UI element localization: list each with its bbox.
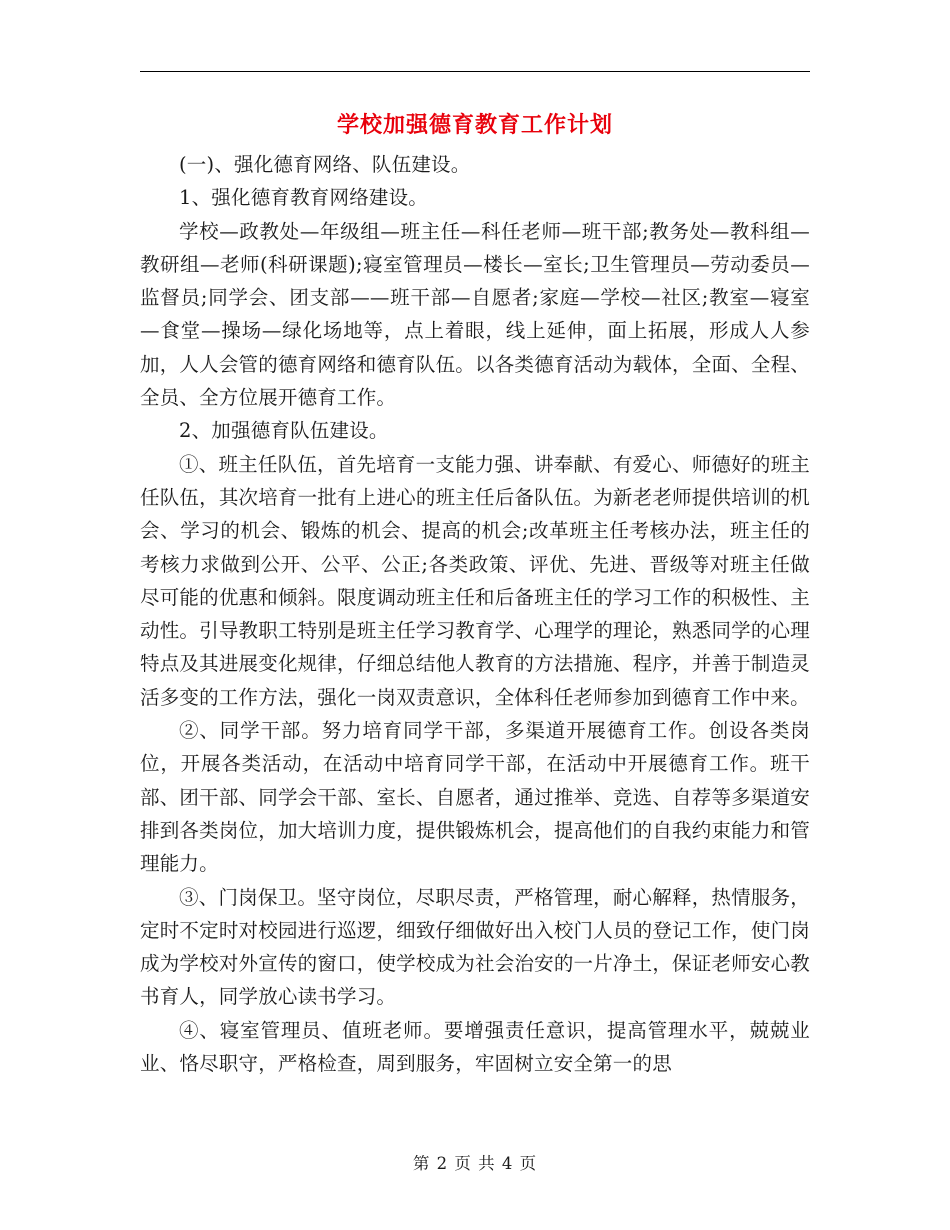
subsection-heading: 1、强化德育教育网络建设。 bbox=[179, 186, 429, 210]
paragraph: ④、寝室管理员、值班老师。要增强责任意识，提高管理水平，兢兢业业、恪尽职守，严格检查，周到服务，牢固树立安全第一的思 bbox=[140, 1018, 810, 1076]
paragraph: ①、班主任队伍，首先培育一支能力强、讲奉献、有爱心、师德好的班主任队伍，其次培育一批有上进心的班主任后备队伍。为新老老师提供培训的机会、学习的机会、锻炼的机会、提高的机会;改革班主任考核办法，班主任的考核力求做到公开、公平、公正;各类政策、评优、先进、晋级等对班主任做尽可能的优惠和倾斜。限度调动班主任和后备班主任的学习工作的积极性、主动性。引导教职工特别是班主任学习教育学、心理学的理论，熟悉同学的心理特点及其进展变化规律，仔细总结他人教育的方法措施、程序，并善于制造灵活多变的工作方法，强化一岗双责意识，全体科任老师参加到德育工作中来。 bbox=[140, 452, 810, 709]
header-rule bbox=[140, 71, 810, 72]
subsection-heading: 2、加强德育队伍建设。 bbox=[179, 419, 389, 443]
paragraph: ③、门岗保卫。坚守岗位，尽职尽责，严格管理，耐心解释，热情服务，定时不定时对校园进行巡逻，细致仔细做好出入校门人员的登记工作，使门岗成为学校对外宣传的窗口，使学校成为社会治安的一片净土，保证老师安心教书育人，同学放心读书学习。 bbox=[140, 885, 810, 1009]
section-heading: (一)、强化德育网络、队伍建设。 bbox=[179, 153, 471, 176]
paragraph: ②、同学干部。努力培育同学干部，多渠道开展德育工作。创设各类岗位，开展各类活动，在活动中培育同学干部，在活动中开展德育工作。班干部、团干部、同学会干部、室长、自愿者，通过推举、竞选、自荐等多渠道安排到各类岗位，加大培训力度，提供锻炼机会，提高他们的自我约束能力和管理能力。 bbox=[140, 719, 810, 876]
page-number-footer: 第 2 页 共 4 页 bbox=[412, 1154, 538, 1173]
document-body bbox=[140, 148, 810, 1080]
paragraph: 学校—政教处—年级组—班主任—科任老师—班干部;教务处—教科组—教研组—老师(科研课题);寝室管理员—楼长—室长;卫生管理员—劳动委员—监督员;同学会、团支部——班干部—自愿者;家庭—学校—社区;教室—寝室—食堂—操场—绿化场地等，点上着眼，线上延伸，面上拓展，形成人人参加，人人会管的德育网络和德育队伍。以各类德育活动为载体，全面、全程、全员、全方位展开德育工作。 bbox=[140, 219, 810, 410]
document-title: 学校加强德育教育工作计划 bbox=[336, 112, 613, 138]
